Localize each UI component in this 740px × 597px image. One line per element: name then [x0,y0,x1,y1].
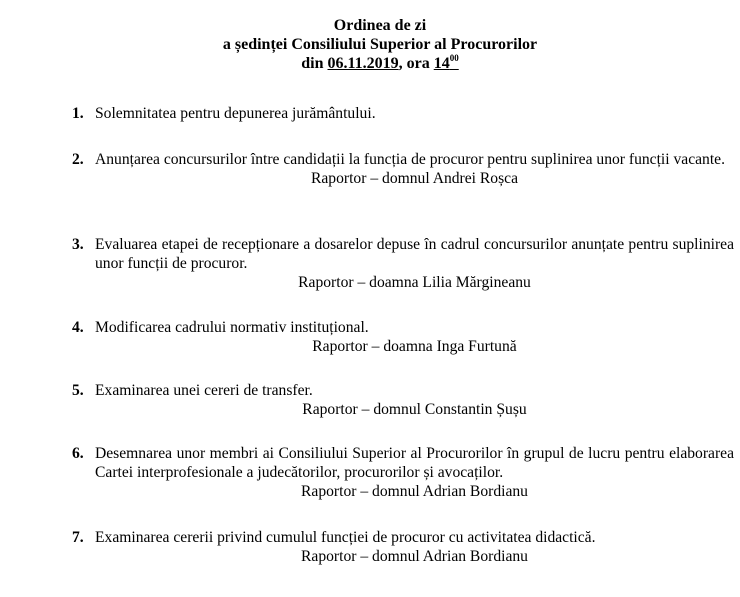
document-header [0,16,740,73]
agenda-item-6 [72,444,734,501]
raportor-name: – doamna Lilia Mărgineanu [353,274,531,291]
raportor-label: Raportor [312,338,368,355]
item-number: 3. [72,236,84,253]
item-number: 4. [72,319,84,336]
meeting-date: 06.11.2019 [327,55,399,72]
raportor-label: Raportor [310,170,367,187]
item-number: 5. [72,382,84,399]
item-text: Solemnitatea pentru depunerea jurământului. [95,105,376,122]
item-raportor [95,400,734,419]
item-raportor [95,273,734,292]
item-text: Modificarea cadrului normativ instituțional. [95,319,369,336]
agenda-item-2 [72,150,734,188]
raportor-name: – domnul Constantin Șușu [357,401,527,418]
item-number: 7. [72,529,84,546]
raportor-label: Raportor [298,274,354,291]
agenda-item-1 [72,104,734,123]
item-raportor [95,482,734,501]
raportor-label: Raportor [302,401,358,418]
item-raportor [95,547,734,566]
agenda-item-4 [72,318,734,356]
document-subtitle: a ședinței Consiliului Superior al Procurorilor [222,36,538,53]
meeting-time [434,55,459,72]
agenda-item-5 [72,381,734,419]
item-text: Examinarea unei cereri de transfer. [95,382,313,399]
item-text: Examinarea cererii privind cumulul funcției de procuror cu activitatea didactică. [95,529,596,546]
item-text: Evaluarea etapei de recepționare a dosarelor depuse în cadrul concursurilor anunțate pentru suplinirea unor funcții de procuror. [95,236,734,272]
item-number: 6. [72,445,84,462]
raportor-name: – domnul Adrian Bordianu [356,483,528,500]
meeting-datetime [0,54,740,73]
raportor-label: Raportor [301,548,357,565]
date-prefix: din [301,55,328,72]
item-number: 1. [72,105,84,122]
meeting-hour: 14 [433,55,450,72]
time-prefix: , ora [398,55,434,72]
raportor-name: – domnul Adrian Bordianu [356,548,528,565]
raportor-label: Raportor [301,483,357,500]
raportor-name: – doamna Inga Furtună [367,338,517,355]
item-number: 2. [72,151,84,168]
meeting-minutes: 00 [449,53,459,63]
document-title: Ordinea de zi [333,17,427,34]
agenda-item-7 [72,528,734,566]
raportor-name: – domnul Andrei Roșca [366,170,519,187]
item-text: Desemnarea unor membri ai Consiliului Superior al Procurorilor în grupul de lucru pentru elaborarea Cartei interprofesionale a judecătorilor, procurorilor și avocaților. [95,445,734,481]
item-raportor [95,337,734,356]
item-text: Anunțarea concursurilor între candidații la funcția de procuror pentru suplinirea unor funcții vacante. [95,151,726,168]
item-raportor [95,169,734,188]
agenda-item-3 [72,235,734,292]
